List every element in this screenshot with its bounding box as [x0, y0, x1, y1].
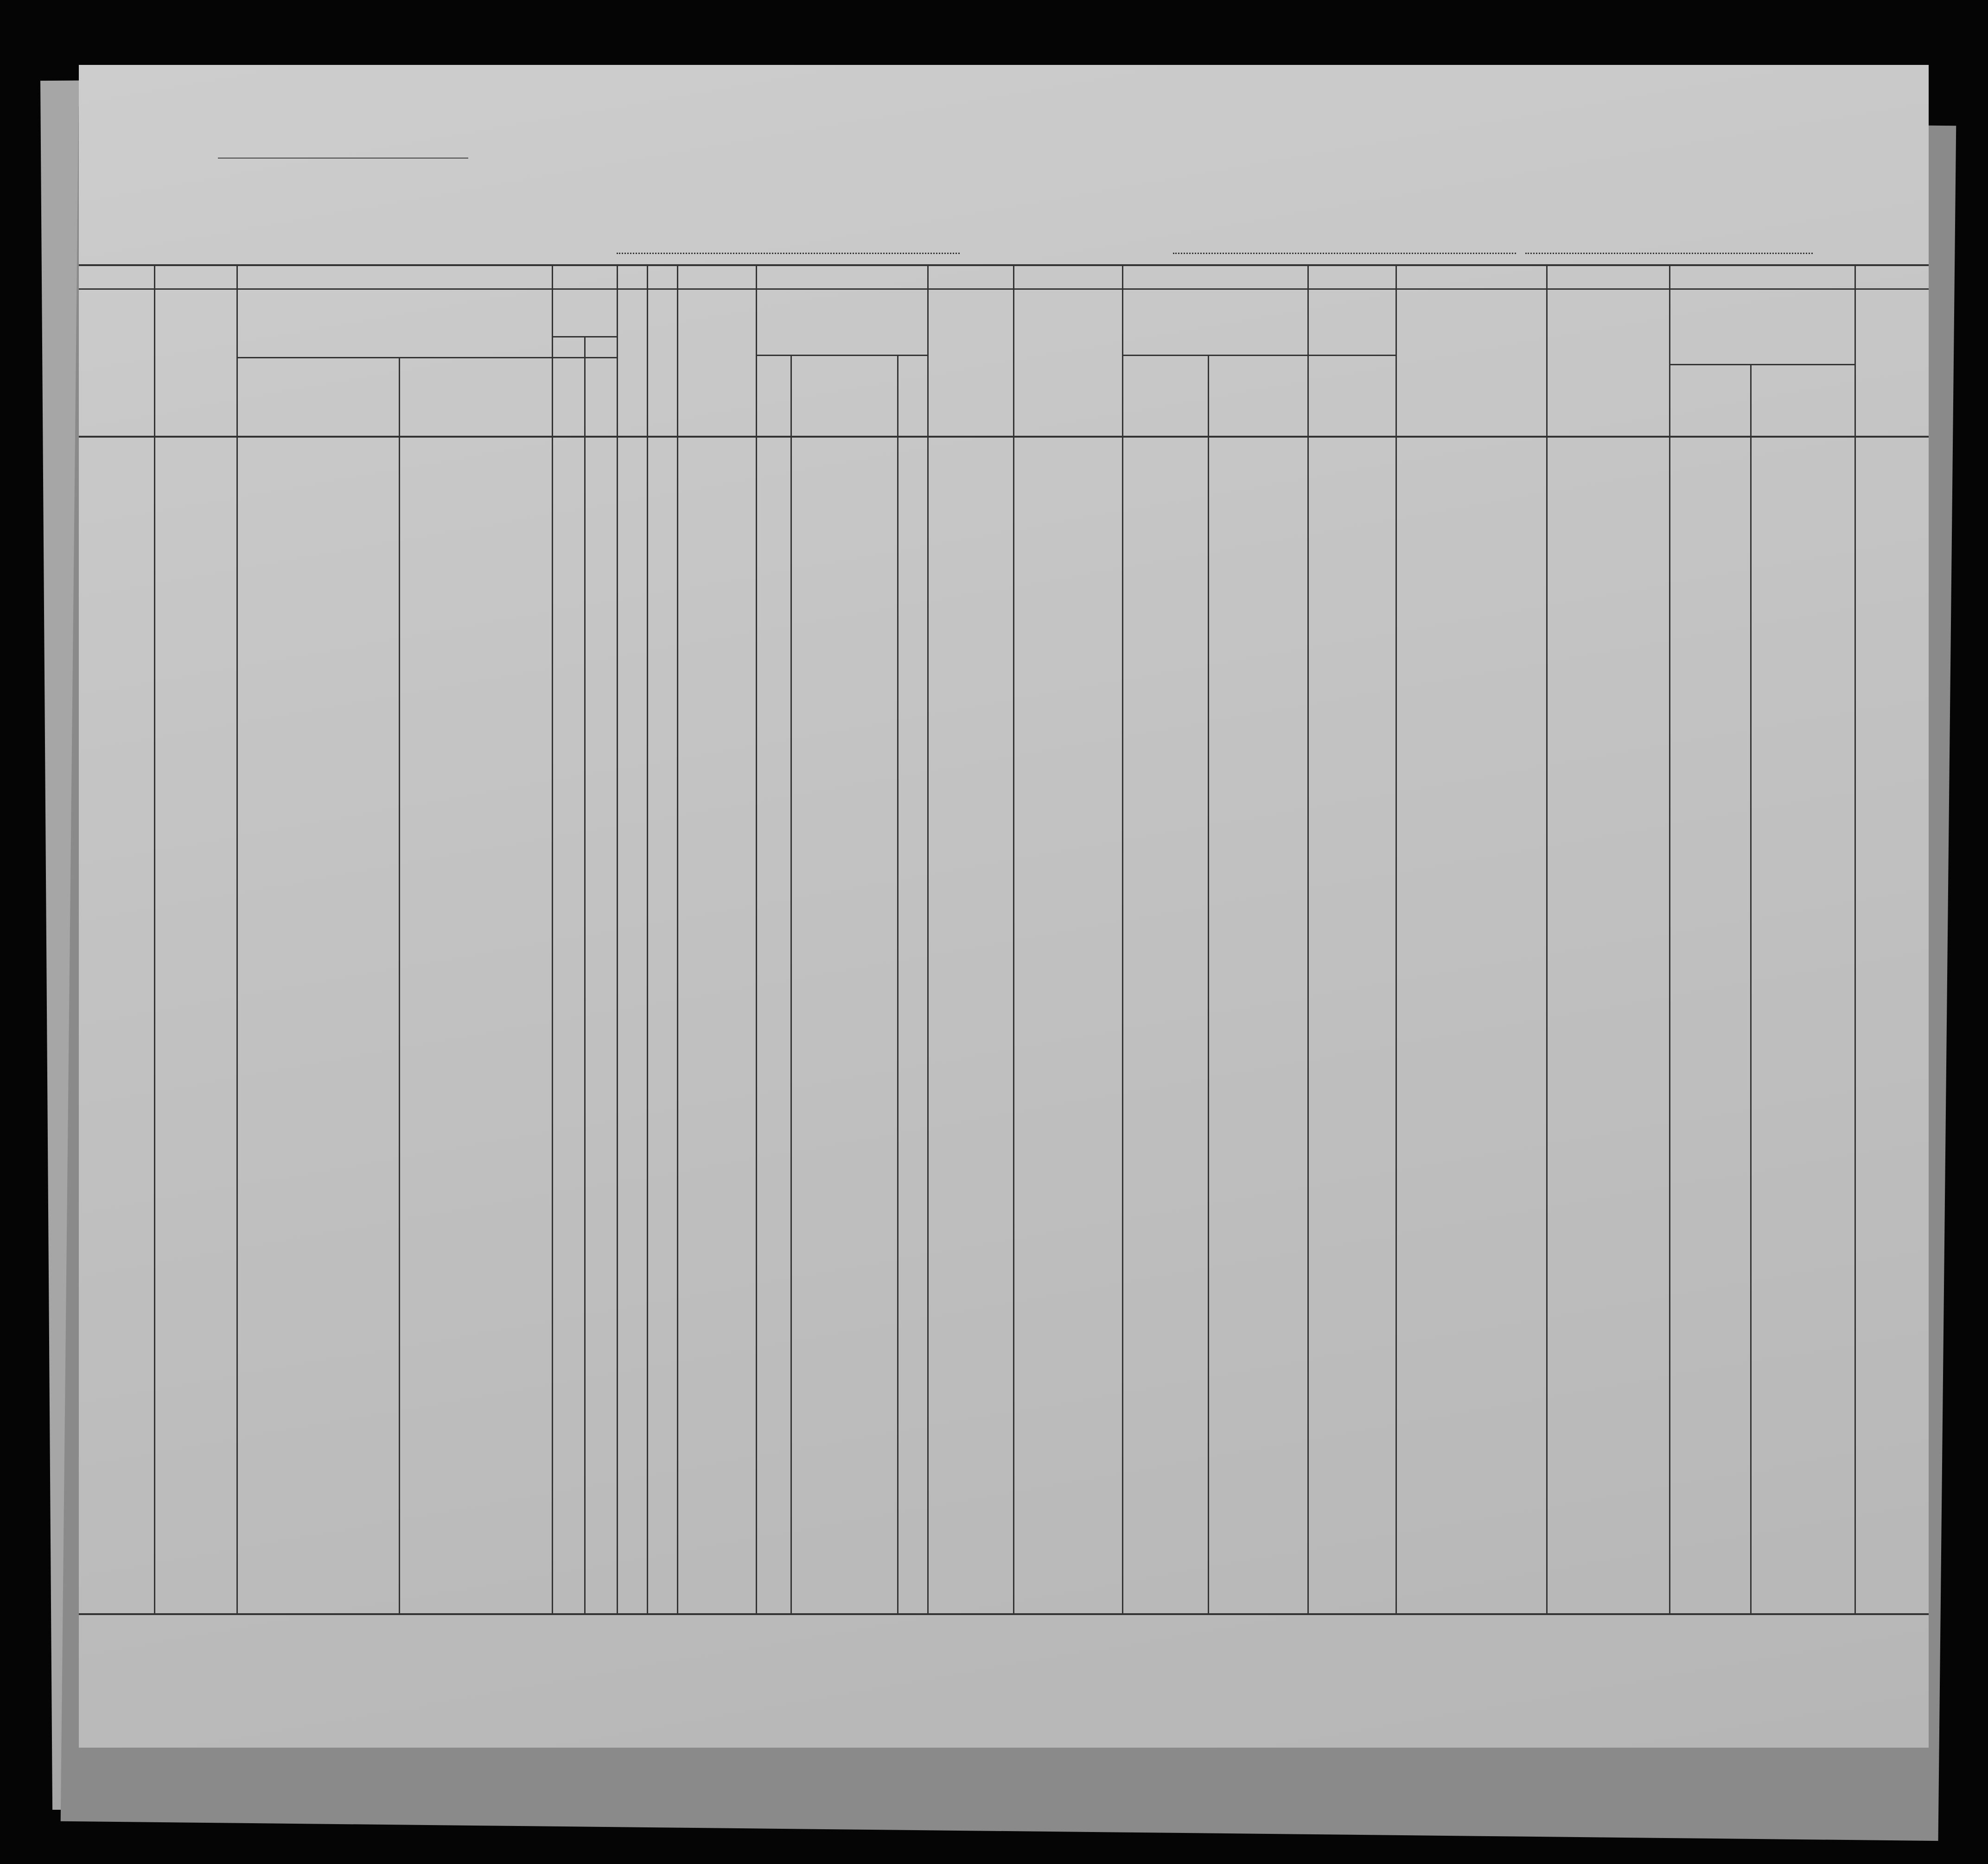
manifest-sheet	[79, 65, 1929, 1748]
col-line	[1669, 264, 1670, 1613]
birth-subheader-line	[1122, 355, 1395, 356]
col-line	[617, 264, 618, 1613]
table-top-border	[79, 264, 1929, 266]
col-line	[1395, 264, 1397, 1613]
col-line	[1122, 264, 1123, 1613]
col-line	[1013, 264, 1014, 1613]
col-line	[1750, 364, 1752, 1613]
column-number-border	[79, 288, 1929, 290]
col-line	[677, 264, 678, 1613]
col-line	[1307, 264, 1309, 1613]
col-line	[584, 336, 586, 1613]
col-line	[399, 357, 400, 1613]
col-line	[1208, 355, 1209, 1613]
col-line	[236, 264, 238, 1613]
col-line	[647, 264, 648, 1613]
port-dots	[1173, 253, 1516, 254]
col-line	[1854, 264, 1856, 1613]
list-underline	[218, 158, 468, 159]
name-subheader-line	[236, 357, 617, 358]
header-bottom-border	[79, 436, 1929, 438]
ship-dots	[617, 253, 960, 254]
date-dots	[1525, 253, 1813, 254]
residence-subheader-line	[1669, 364, 1854, 365]
col-line	[552, 264, 553, 1613]
col-line	[756, 264, 757, 1613]
able-subheader-line	[756, 355, 927, 356]
col-line	[790, 355, 792, 1613]
col-line	[927, 264, 929, 1613]
col-line	[1546, 264, 1548, 1613]
col-line	[897, 355, 898, 1613]
col-line	[154, 264, 155, 1613]
table-bottom-border	[79, 1613, 1929, 1615]
